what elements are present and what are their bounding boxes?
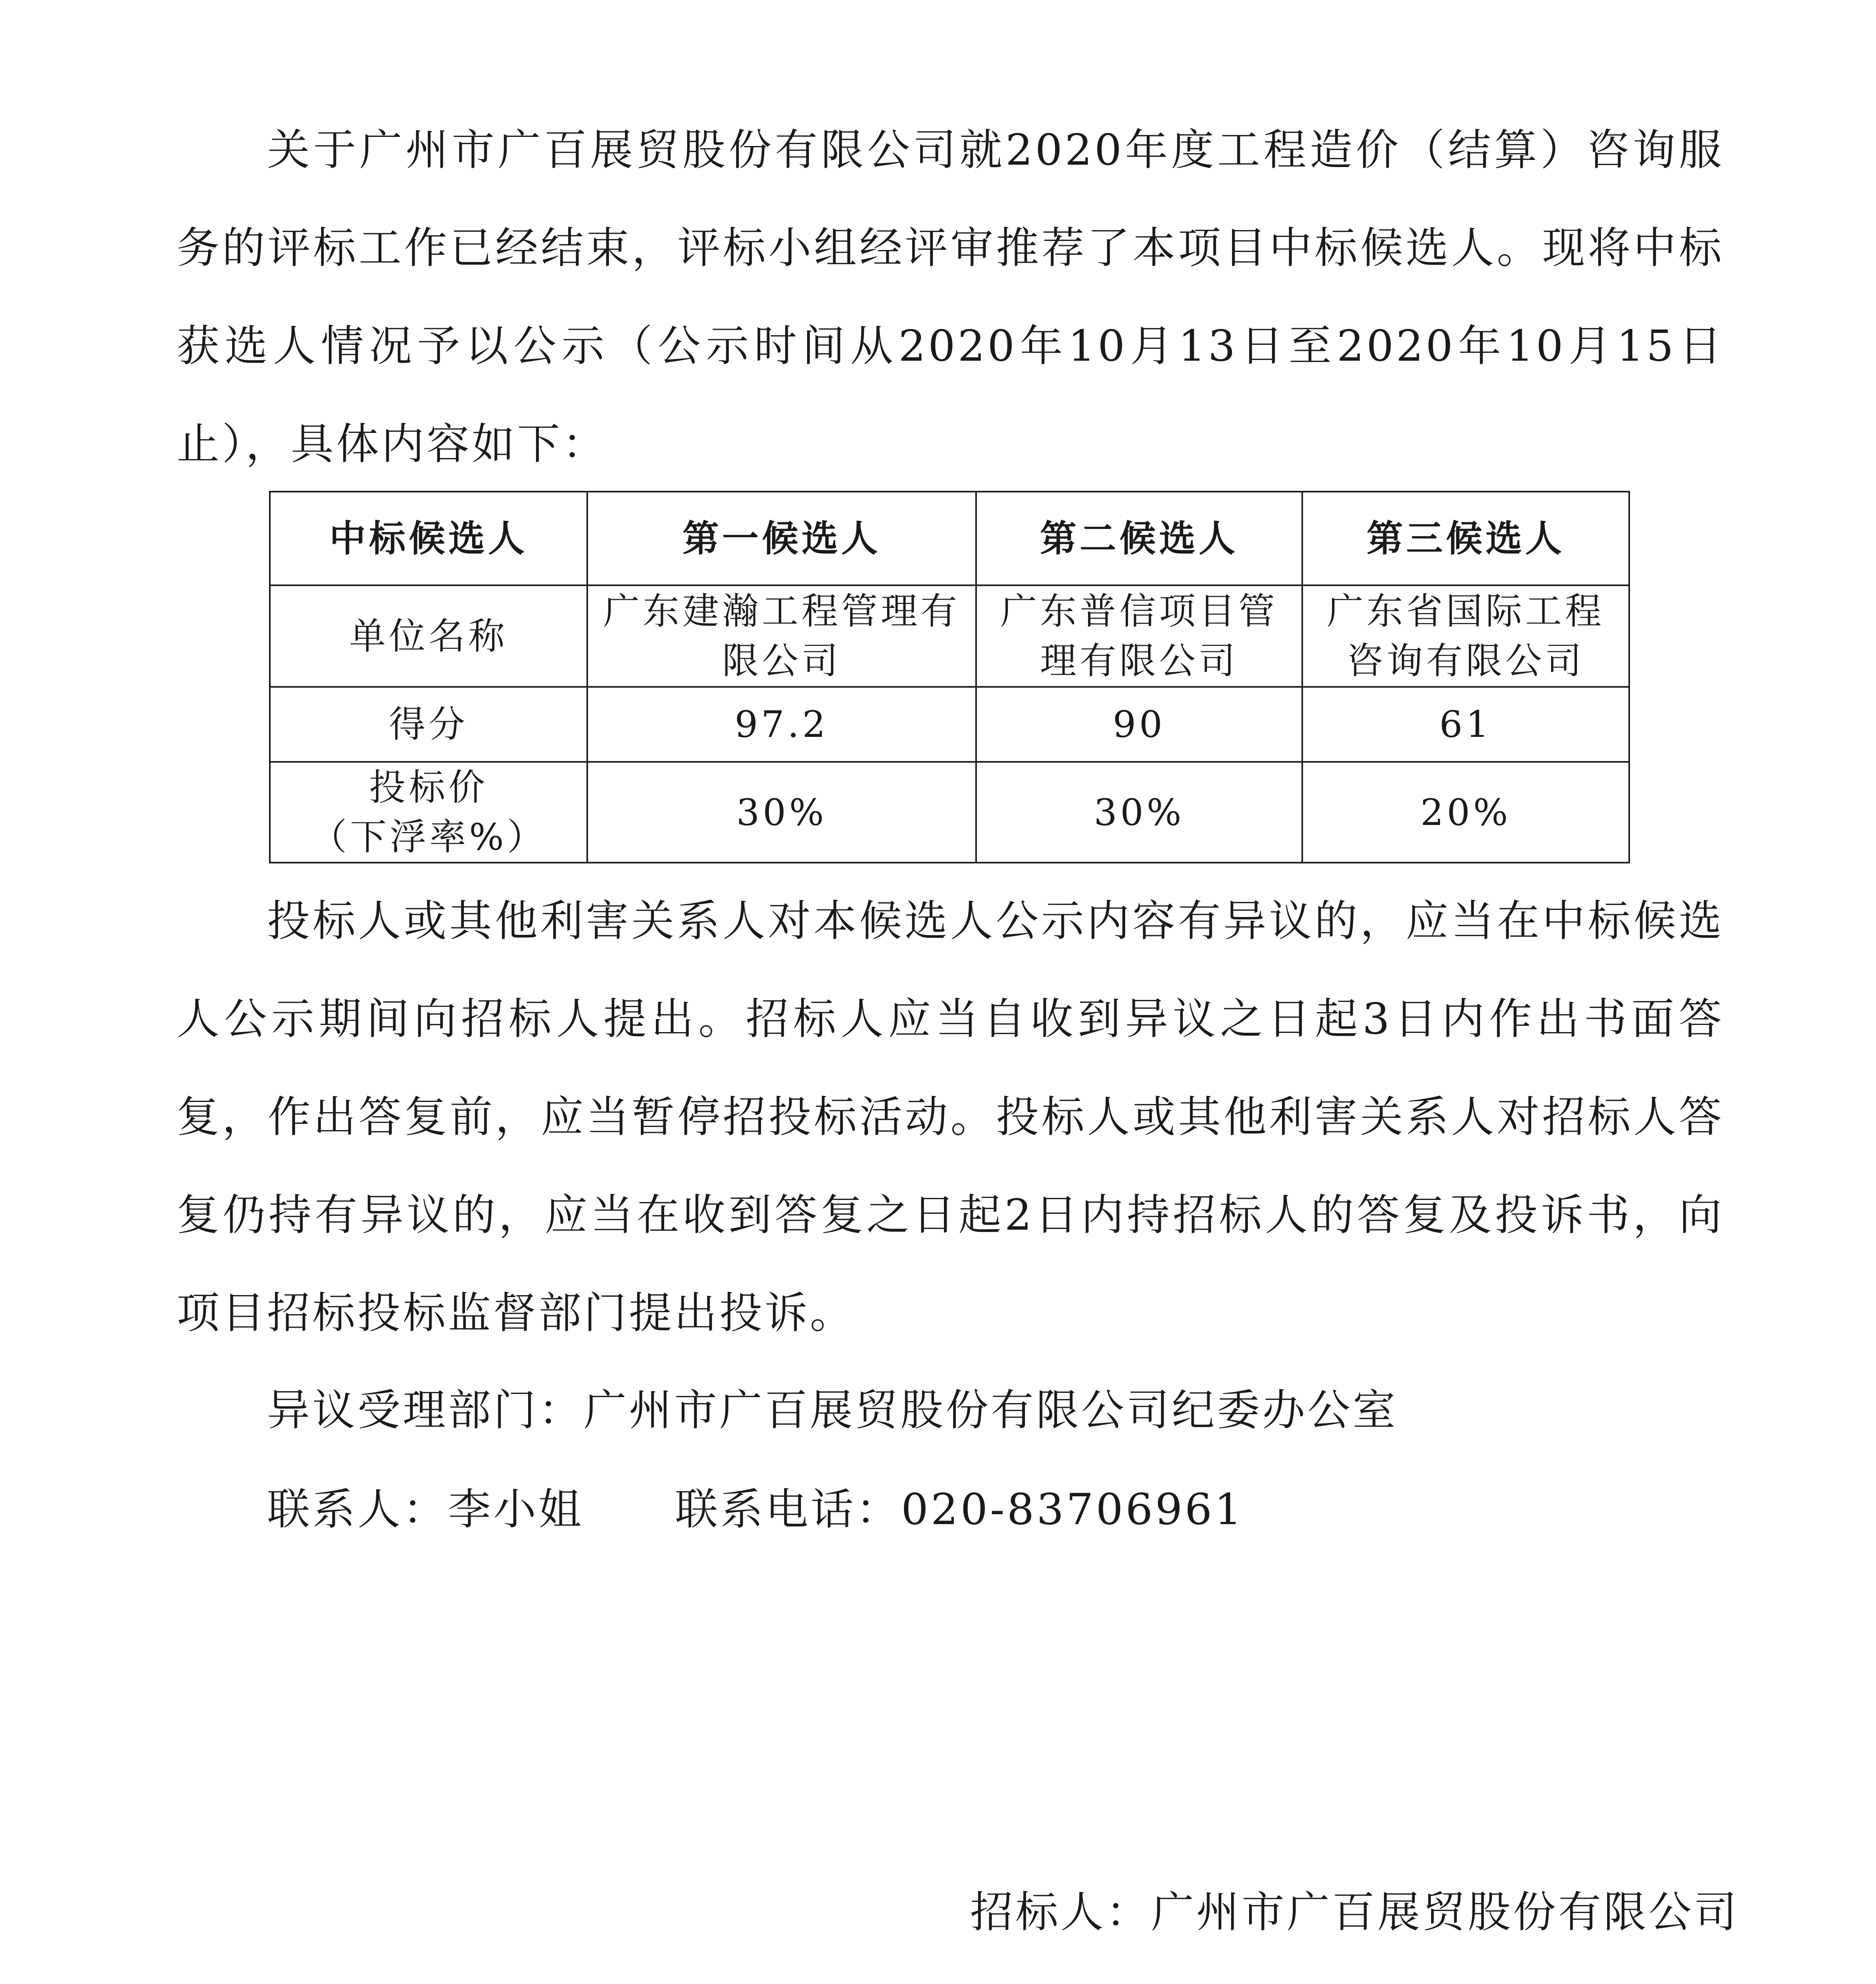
objection-paragraph: 投标人或其他利害关系人对本候选人公示内容有异议的，应当在中标候选人公示期间向招标人提出。招标人应当自收到异议之日起3日内作出书面答复，作出答复前，应当暂停招投标活动。投标人或其他利害关系人对招标人答复仍持有异议的，应当在收到答复之日起2日内持招标人的答复及投诉书，向项目招标投标监督部门提出投诉。 bbox=[177, 896, 1724, 1338]
candidate-table bbox=[269, 491, 1630, 863]
table-cell: 广东省国际工程咨询有限公司 bbox=[1302, 585, 1629, 687]
table-cell: 广东建瀚工程管理有限公司 bbox=[587, 585, 976, 687]
signature-date bbox=[1094, 1982, 1603, 1984]
header-cell: 第二候选人 bbox=[976, 492, 1302, 585]
header-cell: 第三候选人 bbox=[1302, 492, 1629, 585]
intro-paragraph: 关于广州市广百展贸股份有限公司就2020年度工程造价（结算）咨询服务的评标工作已经结束，评标小组经评审推荐了本项目中标候选人。现将中标获选人情况予以公示（公示时间从2020年10月13日至2020年10月15日止），具体内容如下： bbox=[177, 125, 1724, 469]
table-cell: 61 bbox=[1302, 687, 1629, 762]
table-cell: 30% bbox=[976, 762, 1302, 863]
objection-department: 异议受理部门：广州市广百展贸股份有限公司纪委办公室 bbox=[267, 1386, 1398, 1435]
table-cell: 20% bbox=[1302, 762, 1629, 863]
header-cell: 中标候选人 bbox=[270, 492, 587, 585]
table-header-row bbox=[270, 492, 1629, 585]
row-label-cell bbox=[270, 762, 587, 863]
table-cell: 30% bbox=[587, 762, 976, 863]
table-cell: 90 bbox=[976, 687, 1302, 762]
contact-person: 联系人：李小姐 bbox=[267, 1485, 584, 1534]
table-row bbox=[270, 762, 1629, 863]
table-cell: 97.2 bbox=[587, 687, 976, 762]
contact-phone: 联系电话：020-83706961 bbox=[675, 1485, 1244, 1534]
table-cell: 广东普信项目管理有限公司 bbox=[976, 585, 1302, 687]
row-sublabel: （下浮率%） bbox=[310, 816, 547, 858]
tenderer-signature: 招标人：广州市广百展贸股份有限公司 bbox=[970, 1888, 1740, 1937]
row-label: 得分 bbox=[270, 687, 587, 762]
row-label: 单位名称 bbox=[270, 585, 587, 687]
row-label: 投标价 bbox=[369, 766, 488, 809]
table-row bbox=[270, 687, 1629, 762]
header-cell: 第一候选人 bbox=[587, 492, 976, 585]
contact-line bbox=[267, 1480, 1244, 1540]
table-row bbox=[270, 585, 1629, 687]
